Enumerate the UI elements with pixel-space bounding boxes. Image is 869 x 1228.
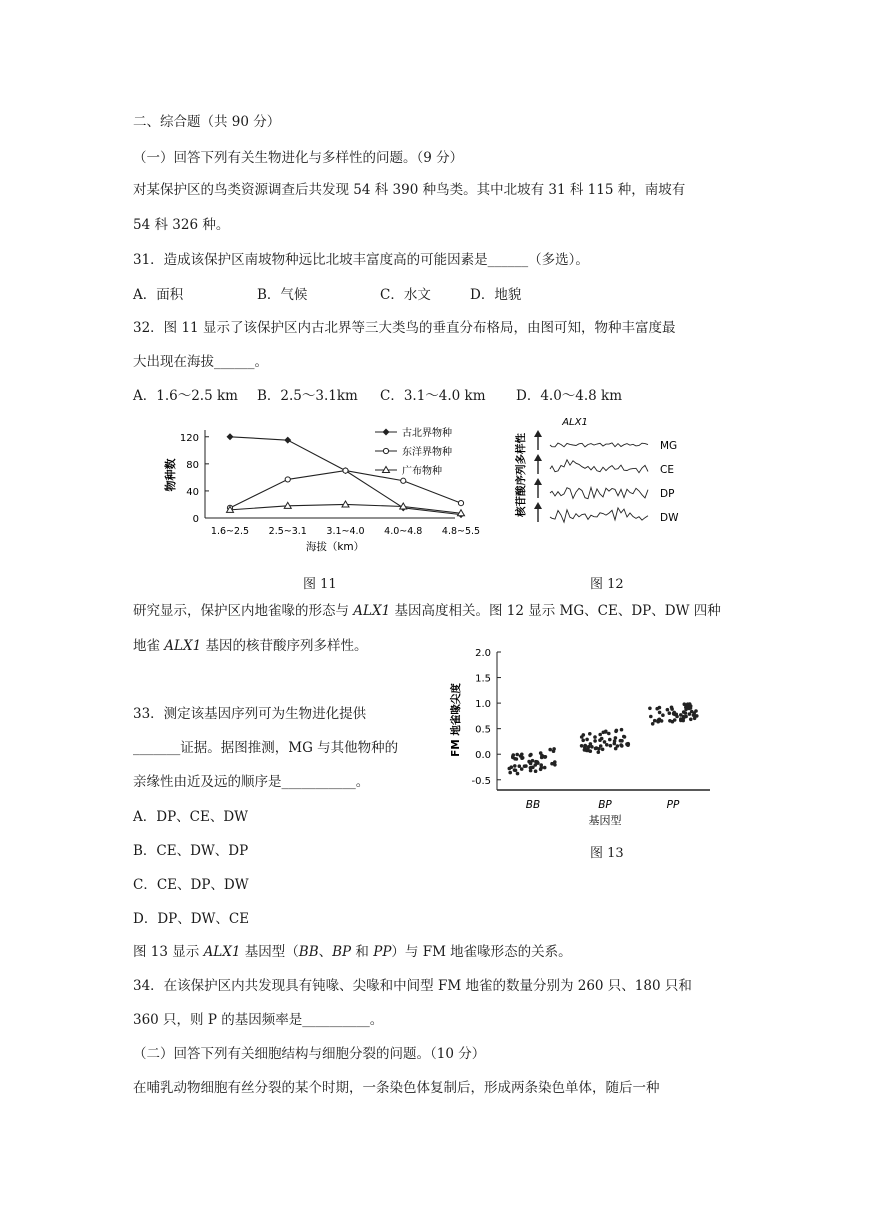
fig13-data-point <box>682 716 686 720</box>
fig13-data-point <box>520 753 524 757</box>
fig13-data-point <box>689 718 693 722</box>
fig13-data-point <box>515 753 519 757</box>
fig13-data-point <box>587 745 591 749</box>
q34-stem-line-2: 360 只，则 P 的基因频率是__________。 <box>133 1012 384 1028</box>
gene-name: ALX1 <box>164 638 202 654</box>
fig11-ylabel: 物种数 <box>164 458 177 492</box>
fig13-data-point <box>679 719 683 723</box>
q31-option-c: C．水文 <box>380 287 431 303</box>
fig11-point-oriental <box>401 478 406 483</box>
fig11-x-tick-label: 3.1~4.0 <box>326 526 365 537</box>
fig13-data-point <box>619 743 623 747</box>
q31-option-a: A．面积 <box>133 287 184 303</box>
fig13-ylabel: FM 地雀喙尖度 <box>450 683 462 757</box>
q31-stem: 31．造成该保护区南坡物种远比北坡丰富度高的可能因素是______（多选）。 <box>133 252 589 268</box>
fig13-data-point <box>593 735 597 739</box>
fig13-data-point <box>548 748 552 752</box>
fig13-data-point <box>597 750 601 754</box>
fig13-data-point <box>529 762 533 766</box>
fig13-data-point <box>668 711 672 715</box>
section-title: 二、综合题（共 90 分） <box>133 114 281 130</box>
fig11-legend-label: 东洋界物种 <box>402 447 452 458</box>
fig13-data-point <box>603 740 607 744</box>
fig11-y-tick-label: 120 <box>179 432 199 444</box>
fig11-xlabel: 海拔（km） <box>305 541 365 553</box>
fig13-data-point <box>684 711 688 715</box>
fig11-point-widespread <box>342 501 349 507</box>
fig13-data-point <box>670 706 674 710</box>
figure-13-scatter <box>445 640 725 830</box>
fig13-data-point <box>520 756 524 760</box>
intro-line-2: 54 科 326 种。 <box>133 217 230 233</box>
fig13-data-point <box>695 714 699 718</box>
fig13-data-point <box>672 712 676 716</box>
fig13-data-point <box>607 732 611 736</box>
fig13-data-point <box>614 747 618 751</box>
part2-intro: 在哺乳动物细胞有丝分裂的某个时期，一条染色体复制后，形成两条染色单体，随后一种 <box>133 1080 660 1096</box>
fig13-y-tick-label: 0.5 <box>475 724 491 736</box>
fig13-data-point <box>539 751 543 755</box>
fig13-data-point <box>581 739 585 743</box>
fig13-data-point <box>585 738 589 742</box>
fig12-trace <box>550 460 648 473</box>
fig13-data-point <box>508 767 512 771</box>
fig13-data-point <box>594 747 598 751</box>
fig13-data-point <box>648 707 652 711</box>
figure-12-sequence-diversity <box>510 415 710 530</box>
research-line-2: 地雀 ALX1 基因的核苷酸序列多样性。 <box>133 638 368 654</box>
fig13-data-point <box>619 739 623 743</box>
fig13-y-tick-label: 0.0 <box>475 750 491 762</box>
q34-stem-line-1: 34．在该保护区内共发现具有钝喙、尖喙和中间型 FM 地雀的数量分别为 260 只、180 只和 <box>133 978 692 994</box>
fig13-data-point <box>589 749 593 753</box>
q33-stem-line-3: 亲缘性由近及远的顺序是___________。 <box>133 774 370 790</box>
fig13-data-point <box>514 769 518 773</box>
fig12-trace <box>550 488 648 499</box>
fig11-y-tick-label: 40 <box>186 486 199 498</box>
fig13-data-point <box>601 748 605 752</box>
gene-name: ALX1 <box>353 603 391 619</box>
fig13-data-point <box>684 708 688 712</box>
q33-stem-line-1: 33．测定该基因序列可为生物进化提供 <box>133 706 367 722</box>
fig11-x-tick-label: 2.5~3.1 <box>268 526 307 537</box>
fig13-data-point <box>518 764 522 768</box>
fig13-y-tick-label: 2.0 <box>475 648 491 659</box>
q31-option-d: D．地貌 <box>470 287 522 303</box>
fig11-y-tick-label: 0 <box>192 514 199 525</box>
fig11-legend-label: 古北界物种 <box>402 428 452 439</box>
q32-option-d: D．4.0～4.8 km <box>516 388 623 404</box>
fig13-data-point <box>679 713 683 717</box>
fig12-row-label: CE <box>660 464 674 476</box>
fig13-data-point <box>513 757 517 761</box>
fig12-row-label: MG <box>660 440 678 452</box>
fig11-x-tick-label: 1.6~2.5 <box>210 526 250 537</box>
fig13-data-point <box>530 766 534 770</box>
q32-option-a: A．1.6～2.5 km <box>133 388 238 404</box>
fig12-ylabel: 核苷酸序列多样性 <box>515 433 527 517</box>
fig13-data-point <box>613 739 617 743</box>
fig13-x-tick-label: PP <box>666 799 680 811</box>
fig11-caption: 图 11 <box>303 577 337 592</box>
fig11-x-tick-label: 4.8~5.5 <box>441 526 481 537</box>
fig11-point-palearctic <box>227 433 234 440</box>
fig11-point-oriental <box>343 468 348 473</box>
fig13-data-point <box>541 755 545 759</box>
fig13-data-point <box>512 753 516 757</box>
fig13-note: 图 13 显示 ALX1 基因型（BB、BP 和 PP）与 FM 地雀喙形态的关系。 <box>133 944 572 960</box>
fig13-data-point <box>649 715 653 719</box>
fig13-data-point <box>658 706 662 710</box>
fig12-arrow-head-icon <box>534 454 542 461</box>
fig12-row-label: DW <box>660 512 679 524</box>
fig13-data-point <box>656 720 660 724</box>
fig13-data-point <box>550 762 554 766</box>
fig11-point-oriental <box>285 477 290 482</box>
q32-stem-line-2: 大出现在海拔______。 <box>133 354 268 370</box>
fig13-data-point <box>615 729 619 733</box>
fig13-data-point <box>609 744 613 748</box>
q33-option-b: B．CE、DW、DP <box>133 843 249 859</box>
fig13-data-point <box>534 769 538 773</box>
fig13-data-point <box>620 728 624 732</box>
figure-11-line-chart <box>160 420 481 555</box>
fig13-data-point <box>660 719 664 723</box>
fig13-data-point <box>623 735 627 739</box>
fig13-data-point <box>666 708 670 712</box>
fig13-data-point <box>523 764 527 768</box>
q32-stem-line-1: 32．图 11 显示了该保护区内古北界等三大类鸟的垂直分布格局，由图可知，物种丰富度最 <box>133 320 676 336</box>
fig13-data-point <box>582 733 586 737</box>
fig13-data-point <box>598 738 602 742</box>
q33-option-d: D．DP、DW、CE <box>133 911 250 927</box>
fig13-data-point <box>668 719 672 723</box>
fig12-gene-label: ALX1 <box>562 417 588 428</box>
fig13-data-point <box>520 767 524 771</box>
research-line-1: 研究显示，保护区内地雀喙的形态与 ALX1 基因高度相关。图 12 显示 MG、CE、DP、DW 四种 <box>133 603 721 619</box>
fig13-xlabel: 基因型 <box>588 814 622 827</box>
part1-header: （一）回答下列有关生物进化与多样性的问题。（9 分） <box>133 150 464 166</box>
fig13-data-point <box>604 730 608 734</box>
fig13-data-point <box>588 732 592 736</box>
fig13-caption: 图 13 <box>590 846 624 861</box>
fig13-data-point <box>508 771 512 775</box>
fig12-trace <box>550 443 648 447</box>
fig13-x-tick-label: BB <box>525 799 541 811</box>
fig11-point-oriental <box>458 501 463 506</box>
fig12-trace <box>550 508 648 522</box>
fig12-arrow-head-icon <box>534 502 542 509</box>
fig13-y-tick-label: 1.5 <box>475 673 491 685</box>
fig13-data-point <box>658 711 662 715</box>
fig12-caption: 图 12 <box>590 577 624 592</box>
fig13-data-point <box>690 710 694 714</box>
fig13-data-point <box>653 719 657 723</box>
fig13-data-point <box>539 763 543 767</box>
fig11-legend-marker <box>383 429 390 436</box>
fig13-data-point <box>661 713 665 717</box>
fig11-y-tick-label: 80 <box>186 459 199 471</box>
fig13-data-point <box>651 722 655 726</box>
fig11-legend-label: 广布物种 <box>402 466 442 477</box>
fig12-arrow-head-icon <box>534 430 542 437</box>
q32-option-b: B．2.5～3.1km <box>257 388 358 404</box>
fig13-data-point <box>535 760 539 764</box>
part2-header: （二）回答下列有关细胞结构与细胞分裂的问题。（10 分） <box>133 1046 486 1062</box>
q33-stem-line-2: _______证据。据图推测，MG 与其他物种的 <box>133 740 399 756</box>
fig13-y-tick-label: -0.5 <box>471 775 491 787</box>
fig13-data-point <box>593 739 597 743</box>
fig13-data-point <box>529 753 533 757</box>
fig13-data-point <box>580 744 584 748</box>
fig13-data-point <box>552 749 556 753</box>
q33-option-a: A．DP、CE、DW <box>133 809 249 825</box>
fig12-arrow-head-icon <box>534 478 542 485</box>
fig12-row-label: DP <box>660 488 675 500</box>
fig13-data-point <box>608 738 612 742</box>
q32-option-c: C．3.1～4.0 km <box>380 388 486 404</box>
fig13-data-point <box>513 764 517 768</box>
fig11-point-palearctic <box>284 437 291 444</box>
fig13-y-tick-label: 1.0 <box>475 699 491 711</box>
fig13-data-point <box>543 766 547 770</box>
fig13-data-point <box>598 733 602 737</box>
fig13-data-point <box>529 769 533 773</box>
intro-line-1: 对某保护区的鸟类资源调查后共发现 54 科 390 种鸟类。其中北坡有 31 科 115 种，南坡有 <box>133 182 686 198</box>
q31-option-b: B．气候 <box>257 287 308 303</box>
fig13-data-point <box>614 736 618 740</box>
fig11-x-tick-label: 4.0~4.8 <box>384 526 423 537</box>
fig13-data-point <box>599 744 603 748</box>
q33-option-c: C．CE、DP、DW <box>133 877 249 893</box>
fig13-data-point <box>605 743 609 747</box>
fig13-data-point <box>583 746 587 750</box>
fig13-data-point <box>516 772 520 776</box>
fig11-legend-marker <box>383 448 388 453</box>
fig13-data-point <box>688 702 692 706</box>
fig13-data-point <box>627 742 631 746</box>
fig13-x-tick-label: BP <box>598 799 612 811</box>
